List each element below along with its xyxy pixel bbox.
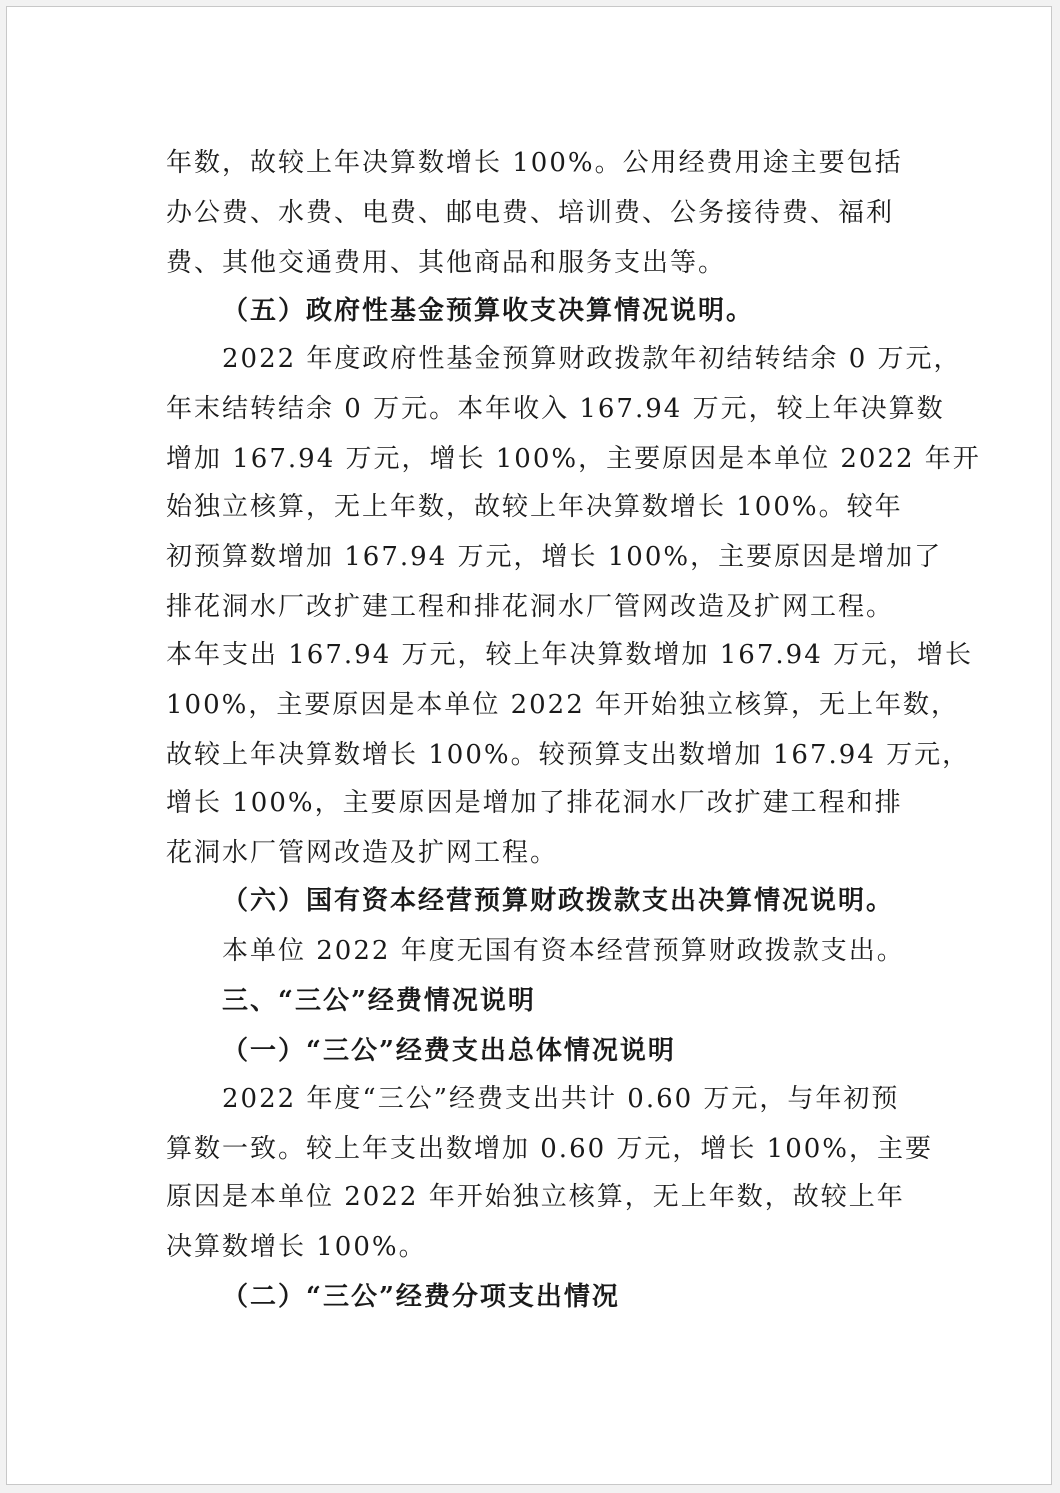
section-heading-5: （五）政府性基金预算收支决算情况说明。 xyxy=(222,296,755,326)
paragraph-line: 本单位 2022 年度无国有资本经营预算财政拨款支出。 xyxy=(222,936,905,966)
paragraph-line: 初预算数增加 167.94 万元，增长 100%，主要原因是增加了 xyxy=(166,542,943,572)
paragraph-line: 2022 年度“三公”经费支出共计 0.60 万元，与年初预 xyxy=(222,1084,900,1114)
paragraph-line: 始独立核算，无上年数，故较上年决算数增长 100%。较年 xyxy=(166,492,903,522)
paragraph-line: 原因是本单位 2022 年开始独立核算，无上年数，故较上年 xyxy=(166,1182,905,1212)
paragraph-line: 算数一致。较上年支出数增加 0.60 万元，增长 100%，主要 xyxy=(166,1134,934,1164)
paragraph-line: 办公费、水费、电费、邮电费、培训费、公务接待费、福利 xyxy=(166,198,895,228)
paragraph-line: 决算数增长 100%。 xyxy=(166,1232,427,1262)
paragraph-line: 排花洞水厂改扩建工程和排花洞水厂管网改造及扩网工程。 xyxy=(166,592,895,622)
paragraph-line: 增长 100%，主要原因是增加了排花洞水厂改扩建工程和排 xyxy=(166,788,903,818)
paragraph-line: 增加 167.94 万元，增长 100%，主要原因是本单位 2022 年开 xyxy=(166,444,981,474)
paragraph-line: 费、其他交通费用、其他商品和服务支出等。 xyxy=(166,248,727,278)
paragraph-line: 故较上年决算数增长 100%。较预算支出数增加 167.94 万元， xyxy=(166,740,971,770)
chapter-heading-3: 三、“三公”经费情况说明 xyxy=(222,986,536,1016)
paragraph-line: 2022 年度政府性基金预算财政拨款年初结转结余 0 万元， xyxy=(222,344,962,374)
section-heading-6: （六）国有资本经营预算财政拨款支出决算情况说明。 xyxy=(222,886,895,916)
section-heading-3-2: （二）“三公”经费分项支出情况 xyxy=(222,1282,620,1312)
paragraph-line: 年末结转结余 0 万元。本年收入 167.94 万元，较上年决算数 xyxy=(166,394,945,424)
paragraph-line: 年数，故较上年决算数增长 100%。公用经费用途主要包括 xyxy=(166,148,903,178)
paragraph-line: 本年支出 167.94 万元，较上年决算数增加 167.94 万元，增长 xyxy=(166,640,974,670)
paragraph-line: 花洞水厂管网改造及扩网工程。 xyxy=(166,838,559,868)
paragraph-line: 100%，主要原因是本单位 2022 年开始独立核算，无上年数， xyxy=(166,690,960,720)
section-heading-3-1: （一）“三公”经费支出总体情况说明 xyxy=(222,1036,676,1066)
